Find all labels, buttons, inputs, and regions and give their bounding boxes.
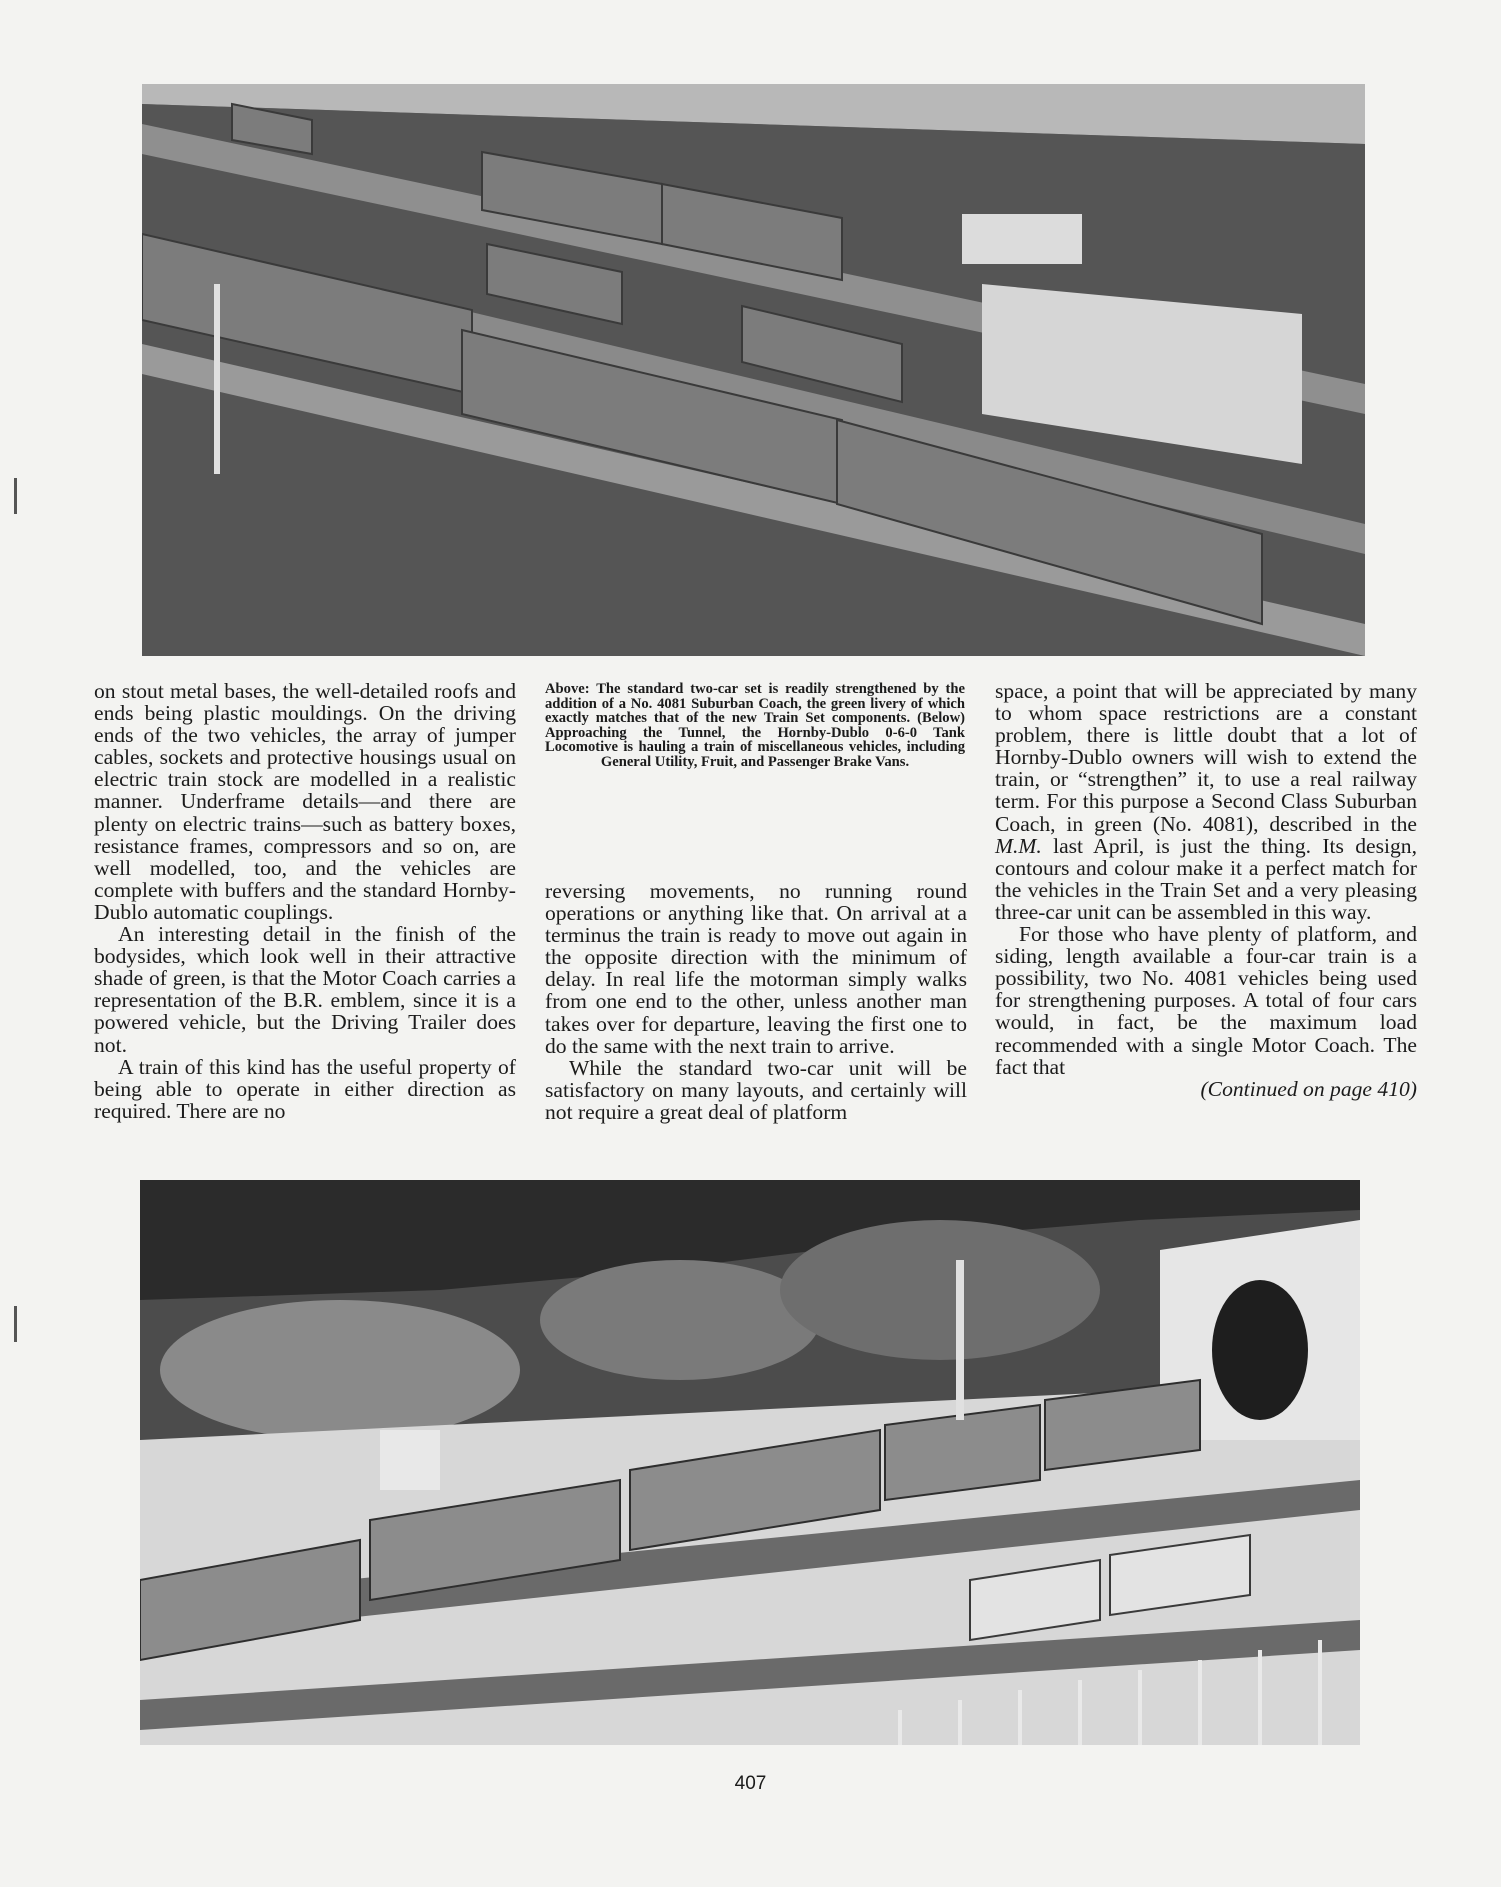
- paragraph: An interesting detail in the finish of the bodysides, which look well in their attractive shade of green, is that the Motor Coach carries a representation of the B.R. emblem, since it is a powered vehicle, but the Driving Trailer does not.: [94, 922, 516, 1057]
- text-run: last April, is just the thing. Its design, contours and colour make it a perfect match for the vehicles in the Train Set and a very pleasing three-car unit can be assembled in this way.: [995, 833, 1417, 924]
- paragraph: While the standard two-car unit will be satisfactory on many layouts, and certainly will not require a great deal of platform: [545, 1055, 967, 1124]
- paragraph: For those who have plenty of platform, and siding, length available a four-car train is a possibility, two No. 4081 vehicles being used for strengthening purposes. A total of four cars would, in fact, be the maximum load recommended with a single Motor Coach. The fact that: [995, 922, 1417, 1079]
- article-column-left: [94, 680, 516, 1122]
- article-column-right: [995, 680, 1417, 1100]
- photo-caption: Above: The standard two-car set is readily strengthened by the addition of a No. 4081 Suburban Coach, the green livery of which exactly matches that of the new Train Set components. (Below) Approaching the Tunnel, the Hornby-Dublo 0-6-0 Tank Locomotive is hauling a train of miscellaneous vehicles, including General Utility, Fruit, and Passenger Brake Vans.: [545, 681, 965, 770]
- margin-mark: [14, 478, 17, 514]
- paragraph: reversing movements, no running round operations or anything like that. On arrival at a terminus the train is ready to move out again in the opposite direction with the minimum of delay. In real life the motorman simply walks from one end to the other, unless another man takes over for departure, leaving the first one to do the same with the next train to arrive.: [545, 879, 967, 1058]
- photo-bottom: [140, 1180, 1360, 1745]
- magazine-abbreviation: M.M.: [995, 833, 1042, 858]
- paragraph: [995, 680, 1417, 923]
- photo-top-image: [142, 84, 1365, 656]
- article-column-middle: [545, 880, 967, 1123]
- margin-mark: [14, 1306, 17, 1342]
- photo-bottom-image: [140, 1180, 1360, 1745]
- page-number: 407: [734, 1773, 767, 1794]
- photo-top: [142, 84, 1365, 656]
- paragraph: A train of this kind has the useful property of being able to operate in either direction as required. There are no: [94, 1054, 516, 1123]
- continued-note: (Continued on page 410): [1200, 1076, 1417, 1101]
- paragraph: on stout metal bases, the well-detailed roofs and ends being plastic mouldings. On the driving ends of the two vehicles, the array of jumper cables, sockets and protective housings usual on electric train stock are modelled in a realistic manner. Underframe details—and there are plenty on electric trains—such as battery boxes, resistance frames, compressors and so on, are well modelled, too, and the vehicles are complete with buffers and the standard Hornby-Dublo automatic couplings.: [94, 679, 516, 924]
- text-run: space, a point that will be appreciated by many to whom space restrictions are a constant problem, there is little doubt that a lot of Hornby-Dublo owners will wish to extend the train, or “strengthen” it, to use a real railway term. For this purpose a Second Class Suburban Coach, in green (No. 4081), described in the: [995, 679, 1417, 836]
